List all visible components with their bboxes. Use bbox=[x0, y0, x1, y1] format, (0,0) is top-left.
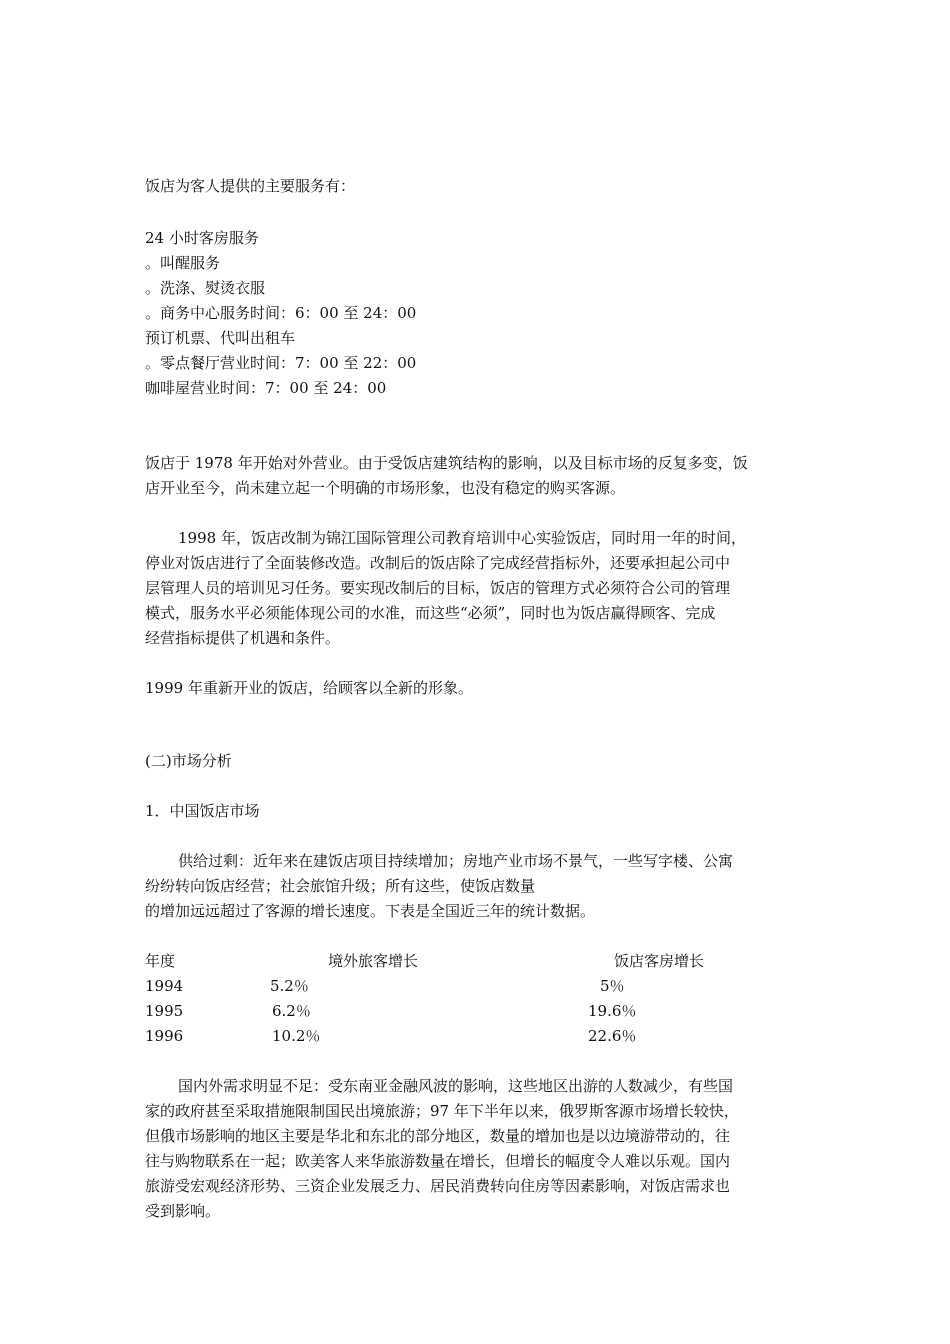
demand-paragraph-line: 家的政府甚至采取措施限制国民出境旅游；97 年下半年以来，俄罗斯客源市场增长较快， bbox=[145, 1102, 739, 1120]
history-paragraph-3: 1999 年重新开业的饭店，给顾客以全新的形象。 bbox=[145, 679, 473, 697]
history-paragraph-2-line: 经营指标提供了机遇和条件。 bbox=[145, 629, 341, 647]
supply-paragraph-line: 的增加远远超过了客源的增长速度。下表是全国近三年的统计数据。 bbox=[145, 902, 596, 920]
service-item: 预订机票、代叫出租车 bbox=[145, 329, 296, 347]
history-paragraph-2-line: 模式，服务水平必须能体现公司的水准，而这些“必须”，同时也为饭店赢得顾客、完成 bbox=[145, 604, 716, 622]
section-title: (二)市场分析 bbox=[145, 752, 232, 770]
history-paragraph-2-line: 层管理人员的培训见习任务。要实现改制后的目标，饭店的管理方式必须符合公司的管理 bbox=[145, 579, 731, 597]
service-item: 24 小时客房服务 bbox=[145, 229, 259, 247]
table-cell-year: 1996 bbox=[145, 1027, 184, 1045]
service-item: 。零点餐厅营业时间：7：00 至 22：00 bbox=[145, 354, 417, 372]
demand-paragraph-line: 受到影响。 bbox=[145, 1202, 221, 1220]
table-header-year: 年度 bbox=[145, 952, 176, 970]
demand-paragraph-line: 往与购物联系在一起；欧美客人来华旅游数量在增长，但增长的幅度令人难以乐观。国内 bbox=[145, 1152, 731, 1170]
table-cell-foreign-tourists: 6.2％ bbox=[272, 1002, 311, 1020]
service-item: 。叫醒服务 bbox=[145, 254, 221, 272]
services-heading: 饭店为客人提供的主要服务有： bbox=[145, 177, 356, 195]
table-cell-year: 1994 bbox=[145, 977, 184, 995]
table-header-foreign-tourists: 境外旅客增长 bbox=[328, 952, 419, 970]
sub-title: 1．中国饭店市场 bbox=[145, 802, 260, 820]
service-item: 。洗涤、熨烫衣服 bbox=[145, 279, 266, 297]
table-cell-hotel-rooms: 5％ bbox=[600, 977, 625, 995]
history-paragraph-1-line: 饭店于 1978 年开始对外营业。由于受饭店建筑结构的影响，以及目标市场的反复多变，饭 bbox=[145, 454, 748, 472]
table-cell-hotel-rooms: 22.6％ bbox=[588, 1027, 637, 1045]
table-cell-hotel-rooms: 19.6％ bbox=[588, 1002, 637, 1020]
table-cell-foreign-tourists: 10.2％ bbox=[272, 1027, 321, 1045]
history-paragraph-2-line: 1998 年，饭店改制为锦江国际管理公司教育培训中心实验饭店，同时用一年的时间， bbox=[178, 529, 746, 547]
supply-paragraph-line: 供给过剩：近年来在建饭店项目持续增加；房地产业市场不景气，一些写字楼、公寓 bbox=[178, 852, 734, 870]
history-paragraph-2-line: 停业对饭店进行了全面装修改造。改制后的饭店除了完成经营指标外，还要承担起公司中 bbox=[145, 554, 731, 572]
table-cell-year: 1995 bbox=[145, 1002, 184, 1020]
supply-paragraph-line: 纷纷转向饭店经营；社会旅馆升级；所有这些，使饭店数量 bbox=[145, 877, 536, 895]
service-item: 咖啡屋营业时间：7：00 至 24：00 bbox=[145, 379, 387, 397]
demand-paragraph-line: 国内外需求明显不足：受东南亚金融风波的影响，这些地区出游的人数减少，有些国 bbox=[178, 1077, 734, 1095]
table-header-hotel-rooms: 饭店客房增长 bbox=[614, 952, 705, 970]
service-item: 。商务中心服务时间：6：00 至 24：00 bbox=[145, 304, 417, 322]
demand-paragraph-line: 旅游受宏观经济形势、三资企业发展乏力、居民消费转向住房等因素影响，对饭店需求也 bbox=[145, 1177, 731, 1195]
demand-paragraph-line: 但俄市场影响的地区主要是华北和东北的部分地区，数量的增加也是以边境游带动的，往 bbox=[145, 1127, 731, 1145]
history-paragraph-1-line: 店开业至今，尚未建立起一个明确的市场形象，也没有稳定的购买客源。 bbox=[145, 479, 626, 497]
table-cell-foreign-tourists: 5.2％ bbox=[270, 977, 309, 995]
